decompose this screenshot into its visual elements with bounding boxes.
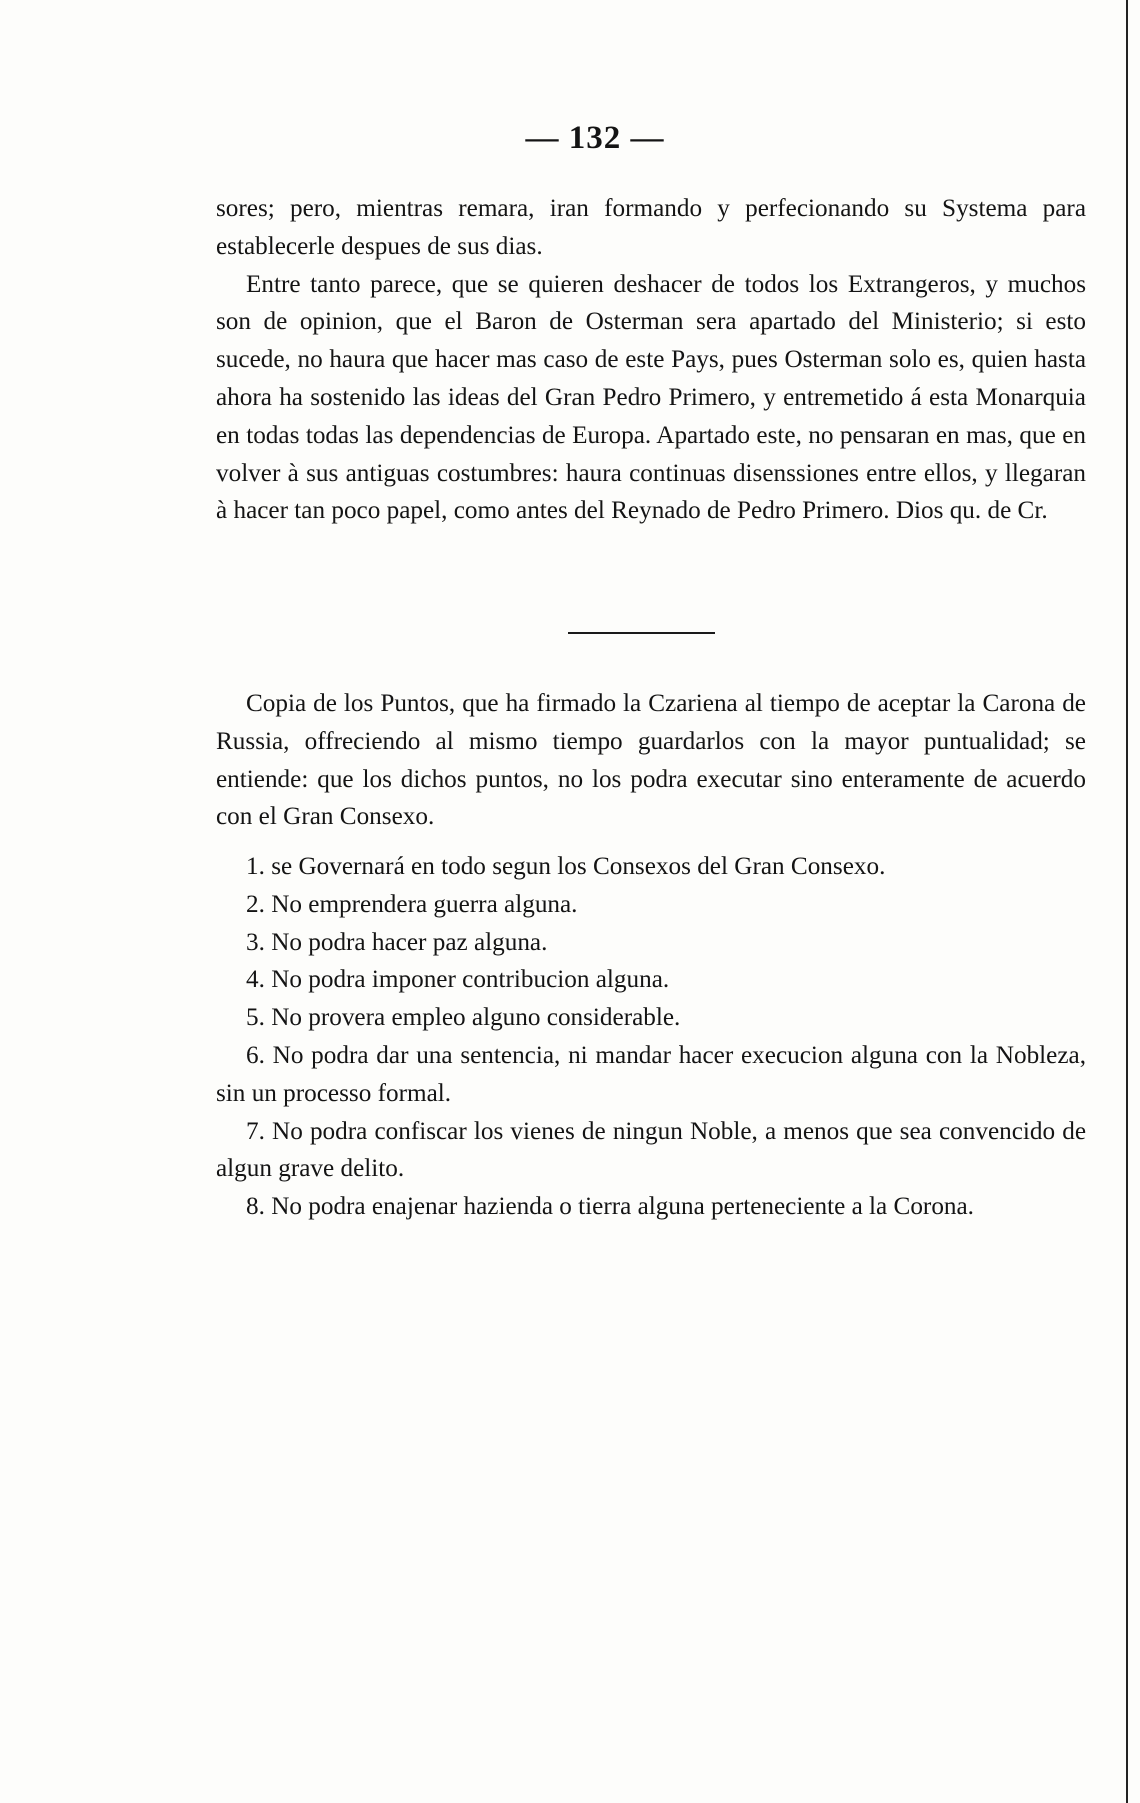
list-item: 7. No podra confiscar los vienes de ningun Noble, a menos que sea convencido de algun grave delito. [216,1117,1086,1183]
paragraph-copia-intro: Copia de los Puntos, que ha firmado la Czariena al tiempo de aceptar la Carona de Russia, offreciendo al mismo tiempo guardarlos con la mayor puntualidad; se entiende: que los dichos puntos, no los podra executar sino enteramente de acuerdo con el Gran Consexo. [216,690,1086,831]
points-list [216,848,1086,1226]
list-item: 6. No podra dar una sentencia, ni mandar hacer execucion alguna con la Nobleza, sin un processo formal. [216,1041,1086,1107]
paragraph-osterman: Entre tanto parece, que se quieren deshacer de todos los Extrangeros, y muchos son de opinion, que el Baron de Osterman sera apartado del Ministerio; si esto sucede, no haura que hacer mas caso de este Pays, pues Osterman solo es, quien hasta ahora ha sostenido las ideas del Gran Pedro Primero, y entremetido á esta Monarquia en todas todas las dependencias de Europa. Apartado este, no pensaran en mas, que en volver à sus antiguas costumbres: haura continuas disenssiones entre ellos, y llegaran à hacer tan poco papel, como antes del Reynado de Pedro Primero. Dios qu. de Cr. [216,270,1086,525]
first-section [216,190,1086,530]
list-item: 5. No provera empleo alguno considerable. [246,1004,681,1032]
second-section-intro [216,685,1086,836]
page-edge-line [1126,0,1128,1803]
list-item: 3. No podra hacer paz alguna. [246,928,548,956]
page-number: — 132 — [525,120,665,156]
list-item: 2. No emprendera guerra alguna. [246,890,578,918]
list-item: 1. se Governará en todo segun los Consexos del Gran Consexo. [246,853,886,880]
section-divider [568,632,715,634]
list-item: 4. No podra imponer contribucion alguna. [246,966,670,994]
list-item: 8. No podra enajenar hazienda o tierra alguna perteneciente a la Corona. [246,1193,974,1221]
paragraph-continuation: sores; pero, mientras remara, iran formando y perfecionando su Systema para establecerle despues de sus dias. [216,195,1086,260]
